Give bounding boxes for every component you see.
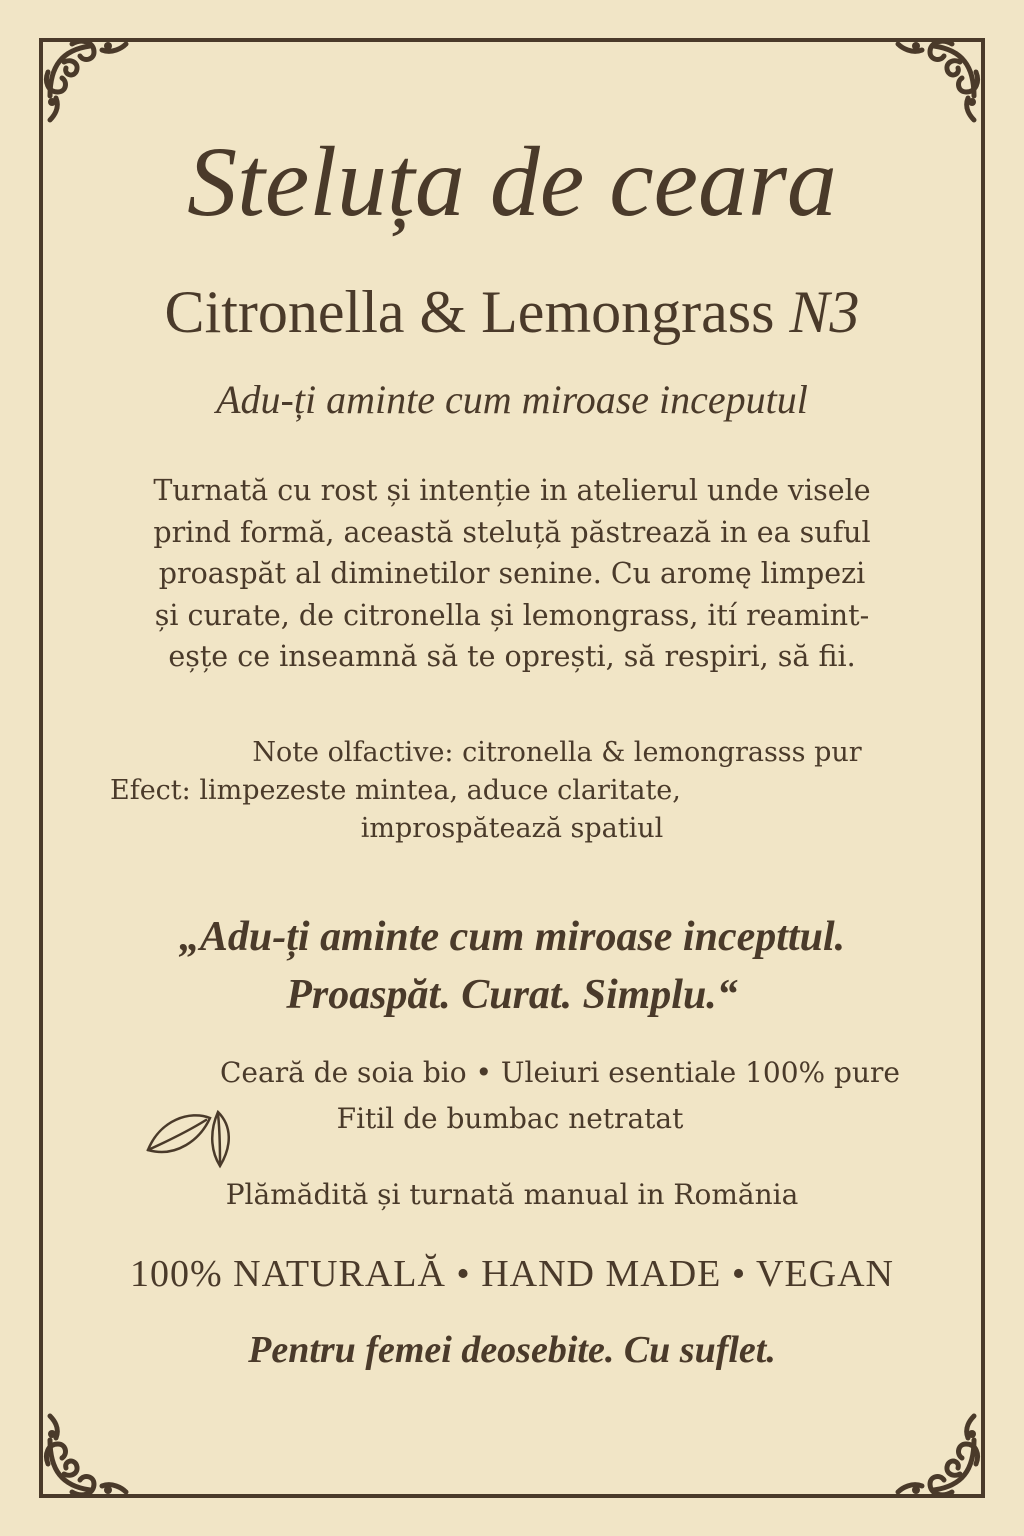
description-line: și curate, de citronella și lemongrass, ití reamint-: [154, 598, 870, 632]
description-line: Turnată cu rost și intenție in atelierul unde visele: [153, 474, 871, 507]
tagline: Adu-ți aminte cum miroase inceputul: [216, 377, 808, 422]
leaf-icon: [140, 1100, 240, 1180]
product-subtitle: [0, 272, 1024, 352]
quote-line: „Adu-ți aminte cum miroase incepttul.: [178, 914, 846, 960]
ornament-top-right-icon: [892, 36, 982, 126]
description-line: proaspăt al diminetilor senine. Cu aromę limpezi: [158, 557, 866, 591]
olfactive-notes: Note olfactive: citronella & lemongrasss pur: [252, 737, 862, 768]
footer-slogan: Pentru femei deosebite. Cu suflet.: [248, 1329, 776, 1371]
description-line: eșțe ce inseamnă să te oprești, să respiri, să fii.: [168, 640, 856, 674]
made-in: Plămădită și turnată manual in Romănia: [225, 1178, 799, 1211]
quote: [0, 908, 1024, 1024]
description: [104, 470, 920, 678]
ingredients: [140, 1050, 980, 1142]
ornament-bottom-left-icon: [42, 1410, 132, 1500]
product-badges: 100% NATURALĂ • HAND MADE • VEGAN: [130, 1253, 894, 1295]
quote-line: Proaspăt. Curat. Simplu.“: [286, 972, 738, 1018]
effect-line-1: Efect: limpezeste mintea, aduce claritate,: [110, 775, 681, 806]
product-number: N3: [789, 279, 860, 345]
product-title: Steluța de ceara: [187, 126, 837, 237]
ingredients-line-2: Fitil de bumbac netratat: [336, 1102, 684, 1135]
ornament-bottom-right-icon: [892, 1410, 982, 1500]
description-line: prind formă, această steluță păstrează in ea suful: [153, 515, 871, 549]
scent-notes: [100, 734, 924, 848]
effect-line-2: improspătează spatiul: [360, 813, 664, 844]
ingredients-line-1: Ceară de soia bio • Uleiuri esentiale 100% pure: [220, 1056, 900, 1089]
scent-name: Citronella & Lemongrass: [164, 279, 790, 345]
ornament-top-left-icon: [42, 36, 132, 126]
